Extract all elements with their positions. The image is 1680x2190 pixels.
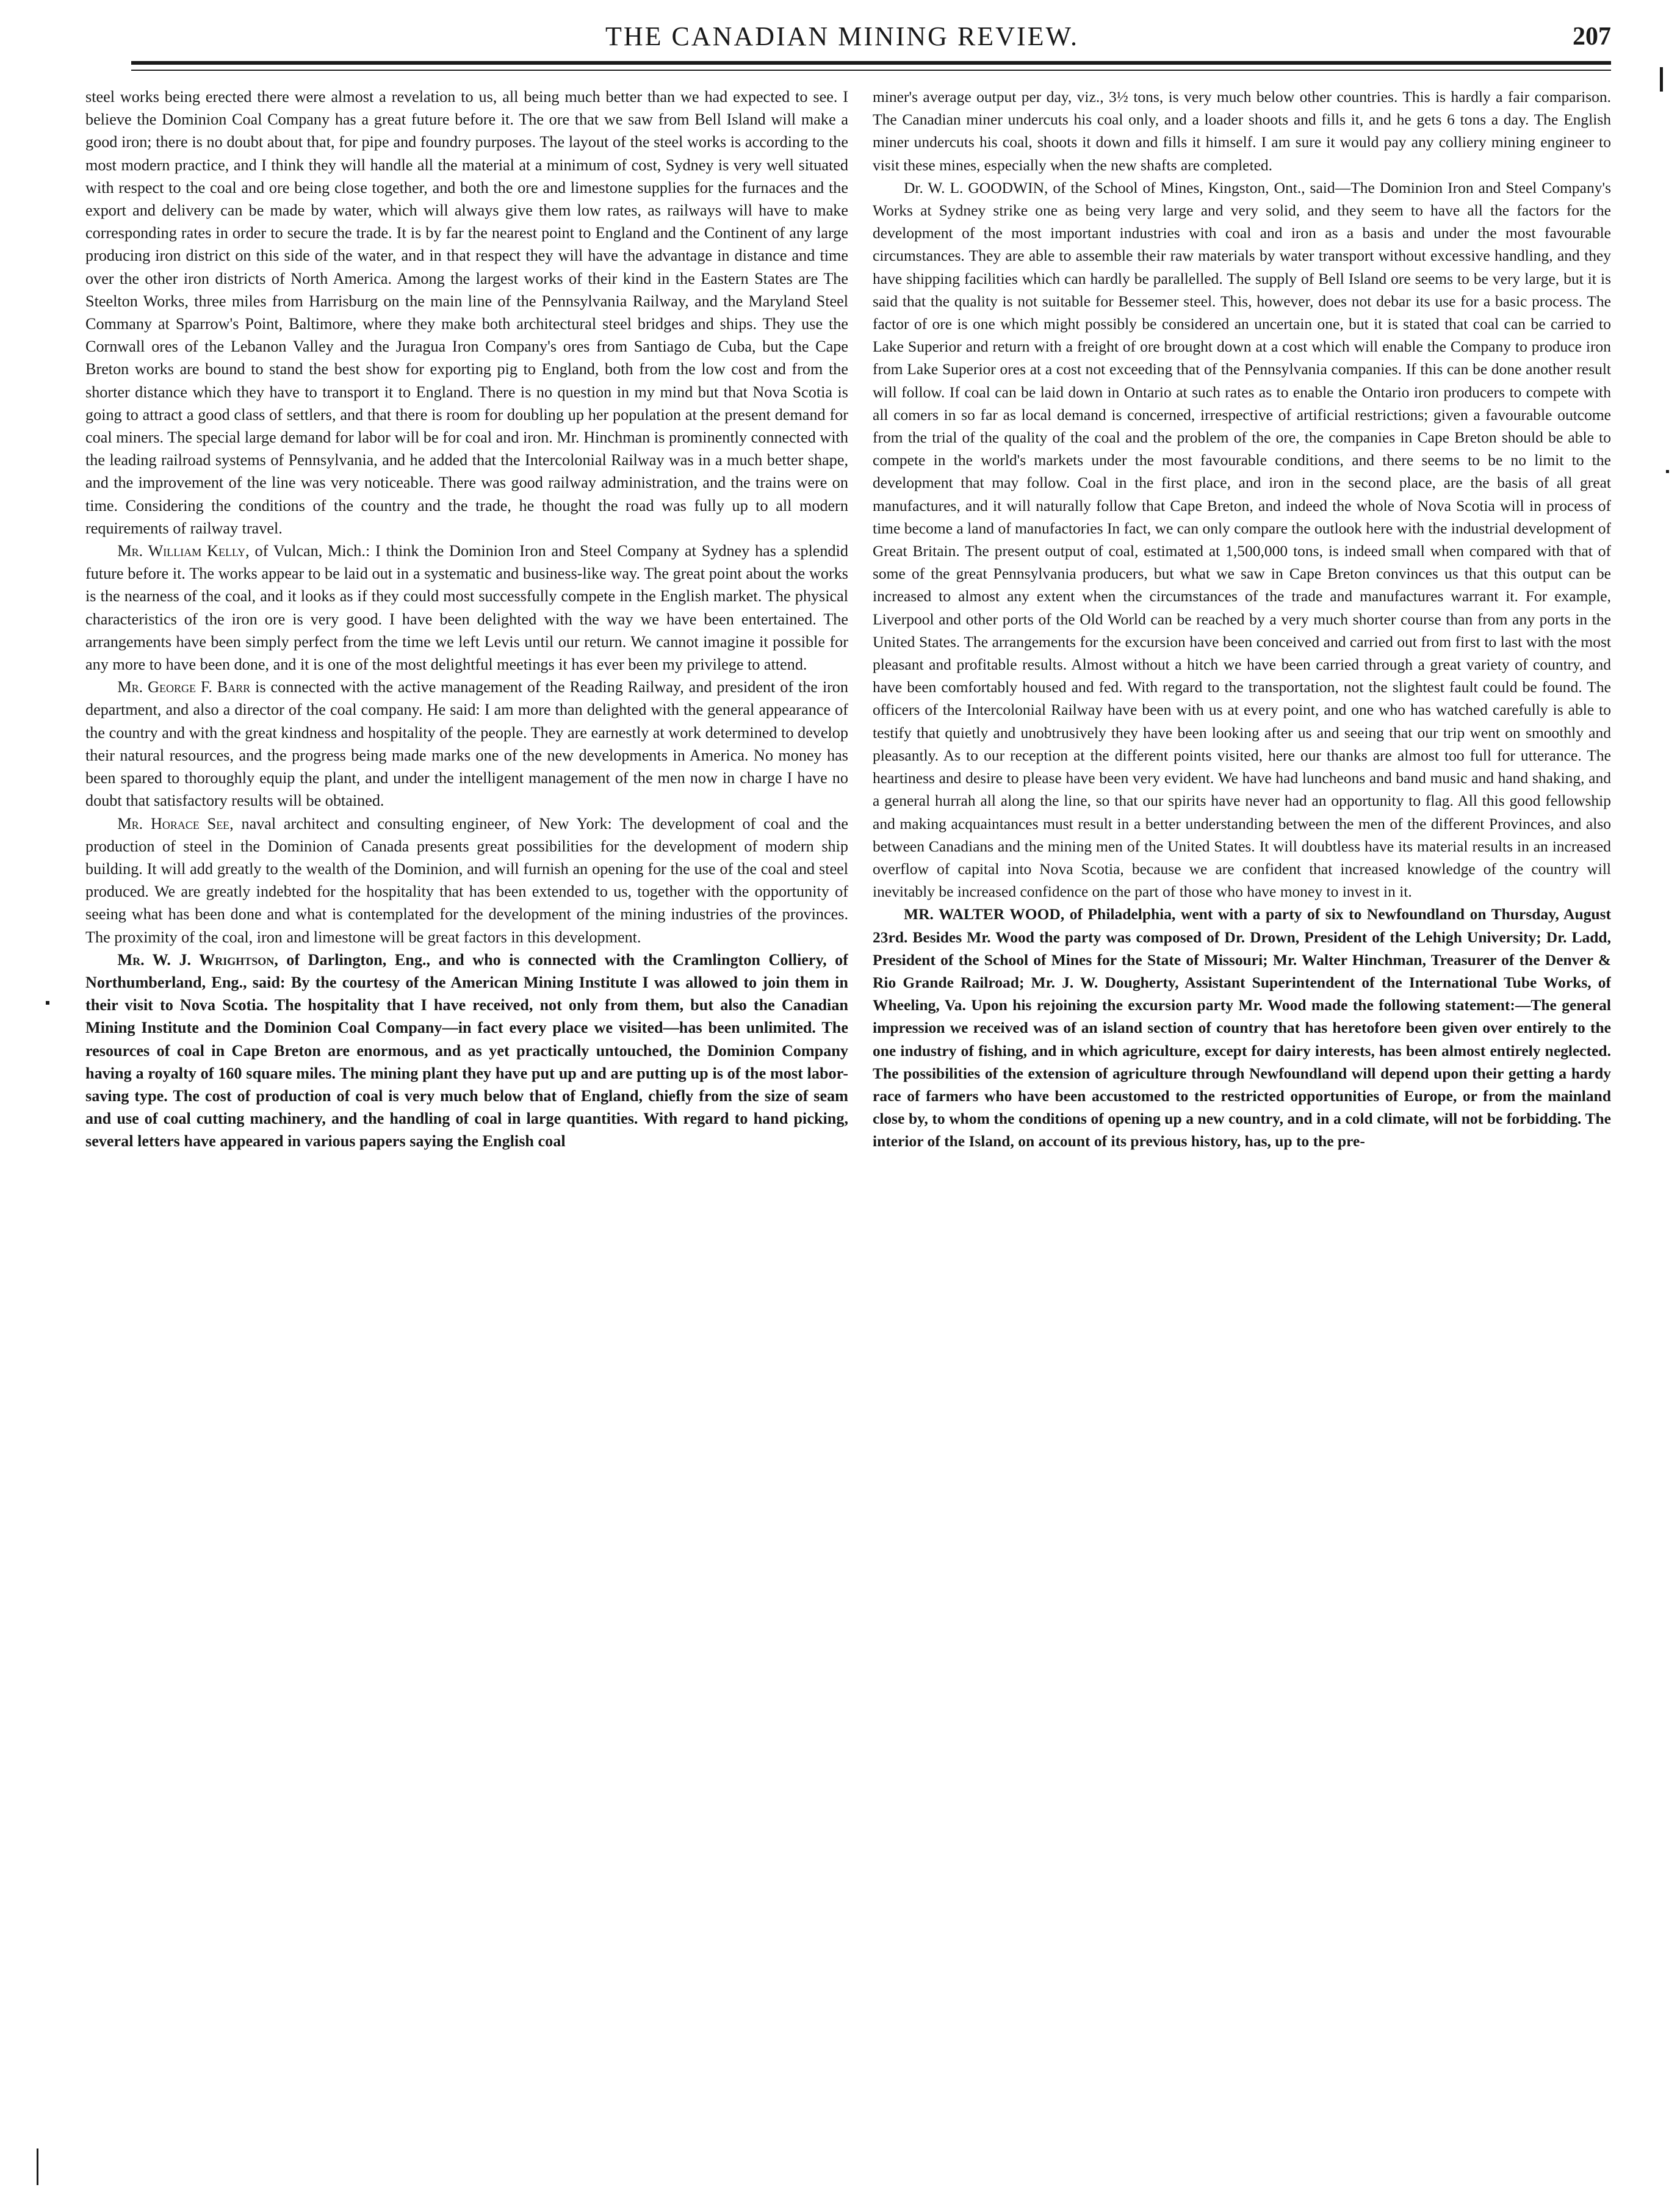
- speaker-name: Mr. Horace See,: [117, 814, 234, 833]
- margin-speck: [37, 2148, 38, 2185]
- header-rule-thin: [131, 70, 1611, 71]
- running-title: THE CANADIAN MINING REVIEW.: [605, 21, 1079, 51]
- speaker-name: Mr. William Kelly,: [117, 542, 250, 560]
- paragraph-wrightson: [85, 949, 848, 1153]
- paragraph-text: is connected with the active management of the Reading Railway, and president of the iron department, and also a director of the coal company. He said: I am more than delighted with the general appearance of the country and with the great kindness and hospitality of the people. They are earnestly at work determined to develop their natural resources, and the progress being made marks one of the new developments in America. No money has been spared to thoroughly equip the plant, and under the intelligent management of the men now in charge I have no doubt that satisfactory results will be obtained.: [85, 678, 848, 810]
- paragraph-wood: MR. WALTER WOOD, of Philadelphia, went with a party of six to Newfoundland on Thursday, August 23rd. Besides Mr. Wood the party was composed of Dr. Drown, President of the Lehigh University; Dr. Ladd, President of the School of Mines for the State of Missouri; Mr. Walter Hinchman, Treasurer of the Denver & Rio Grande Railroad; Mr. J. W. Dougherty, Assistant Superintendent of the International Tube Works, of Wheeling, Va. Upon his rejoining the excursion party Mr. Wood made the following statement:—The general impression we received was of an island section of country that has heretofore been given over entirely to the one industry of fishing, and in which agriculture, except for dairy interests, has been almost entirely neglected. The possibilities of the extension of agriculture through Newfoundland will depend upon their getting a hardy race of farmers who have been accustomed to the restricted opportunities of Europe, or from the mainland close by, to whom the conditions of opening up a new country, and in a cold climate, will not be forbidding. The interior of the Island, on account of its previous history, has, up to the pre-: [873, 905, 1611, 1151]
- paragraph-see: [85, 812, 848, 949]
- right-column: [873, 85, 1611, 2161]
- paragraph-text: of Darlington, Eng., and who is connected with the Cramlington Colliery, of Northumberland, Eng., said: By the courtesy of the American Mining Institute I was allowed to join them in their visit to Nova Scotia. The hospitality that I have received, not only from them, but also the Canadian Mining Institute and the Dominion Coal Company—in fact every place we visited—has been unlimited. The resources of coal in Cape Breton are enormous, and as yet practically untouched, the Dominion Company having a royalty of 160 square miles. The mining plant they have put up and are putting up is of the most labor-saving type. The cost of production of coal is very much below that of England, chiefly from the size of seam and use of coal cutting machinery, and the handling of coal in large quantities. With regard to hand picking, several letters have appeared in various papers saying the English coal: [85, 950, 848, 1151]
- paragraph-text: naval architect and consulting engineer, of New York: The development of coal and the production of steel in the Dominion of Canada presents great possibilities for the development of modern ship building. It will add greatly to the wealth of the Dominion, and will furnish an opening for the use of the coal and steel produced. We are greatly indebted for the hospitality that has been extended to us, together with the opportunity of seeing what has been done and what is contemplated for the development of the mining industries of the provinces. The proximity of the coal, iron and limestone will be great factors in this development.: [85, 814, 848, 946]
- left-column: [85, 85, 848, 2161]
- page-number: 207: [1573, 23, 1611, 51]
- paragraph-wrightson-continued: miner's average output per day, viz., 3½ tons, is very much below other countries. This is hardly a fair comparison. The Canadian miner undercuts his coal only, and a loader shoots and fills it, and he gets 6 tons a day. The English miner undercuts his coal, shoots it down and fills it himself. I am sure it would pay any colliery mining engineer to visit these mines, especially when the new shafts are completed.: [873, 88, 1611, 174]
- margin-speck: [1660, 67, 1663, 92]
- paragraph-kelly: [85, 540, 848, 676]
- paragraph-goodwin: Dr. W. L. GOODWIN, of the School of Mines, Kingston, Ont., said—The Dominion Iron and Steel Company's Works at Sydney strike one as being very large and very solid, and they seem to have all the factors for the development of the most important industries with coal and iron as a basis and under the most favourable circumstances. They are able to assemble their raw materials by water transport without excessive handling, and they have shipping facilities which can hardly be parallelled. The supply of Bell Island ore seems to be very large, but it is said that the quality is not suitable for Bessemer steel. This, however, does not debar its use for a basic process. The factor of ore is one which might possibly be considered an uncertain one, but it is stated that coal can be carried to Lake Superior and return with a freight of ore brought down at a cost which will enable the Company to produce iron from Lake Superior ores at a cost not exceeding that of the Pennsylvania companies. If this can be done another result will follow. If coal can be laid down in Ontario at such rates as to enable the Ontario iron producers to compete with all comers in so far as local demand is concerned, irrespective of artificial restrictions; given a favourable outcome from the trial of the quality of the coal and the problem of the ore, the companies in Cape Breton should be able to compete in the world's markets under the most favourable conditions, and there seems to be no limit to the development that may follow. Coal in the first place, and iron in the second place, are the basis of all great manufactures, and it will naturally follow that Cape Breton, and indeed the whole of Nova Scotia will in process of time become a land of manufactories In fact, we can only compare the outlook here with the industrial development of Great Britain. The present output of coal, estimated at 1,500,000 tons, is indeed small when compared with that of some of the great Pennsylvania producers, but what we saw in Cape Breton convinces us that this output can be increased to almost any extent when the circumstances of the trade and manufactures warrant it. For example, Liverpool and other ports of the Old World can be reached by a very much shorter course than from any ports in the United States. The arrangements for the excursion have been conceived and carried out from first to last with the most pleasant and profitable results. Almost without a hitch we have been carried through a great variety of country, and have been comfortably housed and fed. With regard to the transportation, not the slightest fault could be found. The officers of the Intercolonial Railway have been with us at every point, and one who has watched carefully is able to testify that quietly and unobtrusively they have been looking after us and seeing that our trip went on smoothly and pleasantly. As to our reception at the different points visited, here our thanks are almost too full for utterance. The heartiness and desire to please have been very evident. We have had luncheons and band music and hand shaking, and a general hurrah all along the line, so that our spirits have never had an opportunity to flag. All this good fellowship and making acquaintances must result in a better understanding between the men of the different Provinces, and also between Canadians and the mining men of the United States. It will doubtless have its material results in an increased overflow of capital into Nova Scotia, because we are confident that increased knowledge of the country will inevitably be increased confidence on the part of those who have money to invest in it.: [873, 178, 1611, 901]
- page-header: [73, 18, 1611, 55]
- paragraph-hinchman-continued: steel works being erected there were almost a revelation to us, all being much better than we had expected to see. I believe the Dominion Coal Company has a great future before it. The ore that we saw from Bell Island will make a good iron; there is no doubt about that, for pipe and foundry purposes. The layout of the steel works is according to the most modern practice, and I think they will handle all the material at a minimum of cost, Sydney is very well situated with respect to the coal and ore being close together, and both the ore and limestone supplies for the furnaces and the export and delivery can be made by water, which will always give them low rates, as railways will have to make corresponding rates in order to secure the trade. It is by far the nearest point to England and the Continent of any large producing iron district on this side of the water, and in that respect they will have the advantage in distance and time over the other iron districts of North America. Among the largest works of their kind in the Eastern States are The Steelton Works, three miles from Harrisburg on the main line of the Pennsylvania Railway, and the Maryland Steel Commany at Sparrow's Point, Baltimore, where they make both architectural steel bridges and ships. They use the Cornwall ores of the Lebanon Valley and the Juragua Iron Company's ores from Santiago de Cuba, but the Cape Breton works are bound to stand the best show for exporting pig to England, both from the low cost and from the shorter distance which they have to transport it to England. There is no question in my mind but that Nova Scotia is going to attract a good class of settlers, and that there is room for doubling up her population at the present demand for coal miners. The special large demand for labor will be for coal and iron. Mr. Hinchman is prominently connected with the leading railroad systems of Pennsylvania, and he added that the Intercolonial Railway was in a much better shape, and the improvement of the line was very noticeable. There was good railway administration, and the trains were on time. Considering the conditions of the country and the trade, he thought the road was fully up to all modern requirements of railway travel.: [85, 88, 848, 537]
- margin-speck: [46, 1001, 49, 1005]
- paragraph-text: of Vulcan, Mich.: I think the Dominion Iron and Steel Company at Sydney has a splendid future before it. The works appear to be laid out in a systematic and business-like way. The great point about the works is the nearness of the coal, and it looks as if they could most successfully compete in the English market. The physical characteristics of the iron ore is very good. I have been delighted with the way we have been entertained. The arrangements have been simply perfect from the time we left Levis until our return. We cannot imagine it possible for any more to have been done, and it is one of the most delightful meetings it has ever been my privilege to attend.: [85, 542, 848, 674]
- header-rule-thick: [131, 61, 1611, 65]
- speaker-name: Mr. George F. Barr: [117, 678, 251, 696]
- margin-speck: [1666, 470, 1669, 473]
- paragraph-barr: [85, 676, 848, 812]
- speaker-name: Mr. W. J. Wrightson,: [117, 950, 278, 969]
